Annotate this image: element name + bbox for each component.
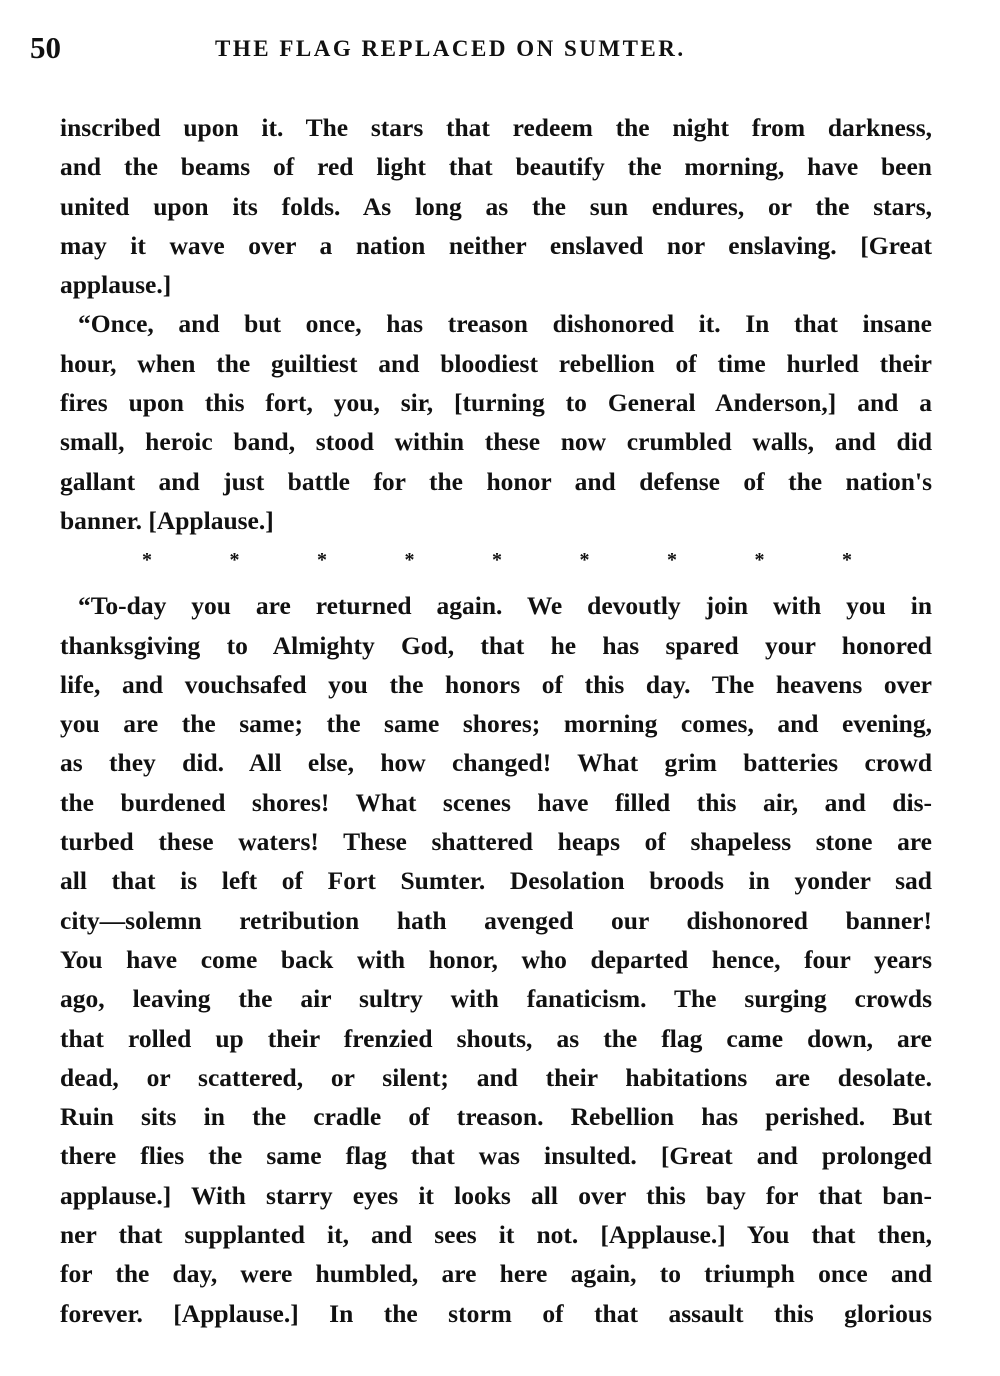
text-line: inscribed upon it. The stars that redeem the night from darkness, xyxy=(60,113,932,142)
text-line: united upon its folds. As long as the sun endures, or the stars, xyxy=(60,191,932,221)
text-line: ner that supplanted it, and sees it not. [Applause.] You that then, xyxy=(60,1220,932,1250)
text-line: turbed these waters! These shattered heaps of shapeless stone are xyxy=(60,827,932,857)
text-line: and the beams of red light that beautify the morning, have been xyxy=(60,152,932,182)
text-line: there flies the same flag that was insulted. [Great and prolonged xyxy=(60,1141,932,1171)
asterisk: * xyxy=(667,549,677,572)
text-line: the burdened shores! What scenes have filled this air, and dis- xyxy=(60,787,932,817)
text-line: “To-day you are returned again. We devoutly join with you in xyxy=(78,591,932,621)
text-line: life, and vouchsafed you the honors of this day. The heavens over xyxy=(60,669,932,699)
text-line: forever. [Applause.] In the storm of that assault this glorious xyxy=(60,1298,932,1328)
text-line: city—solemn retribution hath avenged our dishonored banner! xyxy=(60,905,932,935)
page-number: 50 xyxy=(30,30,61,65)
page-body xyxy=(60,108,932,1333)
text-line: thanksgiving to Almighty God, that he has spared your honored xyxy=(60,630,932,660)
text-line: all that is left of Fort Sumter. Desolation broods in yonder sad xyxy=(60,866,932,896)
running-title: THE FLAG REPLACED ON SUMTER. xyxy=(215,36,686,61)
text-line: hour, when the guiltiest and bloodiest rebellion of time hurled their xyxy=(60,348,932,378)
text-line: may it wave over a nation neither enslaved nor enslaving. [Great xyxy=(60,230,932,260)
asterisk: * xyxy=(142,549,152,572)
text-line: Ruin sits in the cradle of treason. Rebellion has perished. But xyxy=(60,1102,932,1132)
asterisk: * xyxy=(842,549,852,572)
text-line: small, heroic band, stood within these now crumbled walls, and did xyxy=(60,427,932,457)
text-line: applause.] xyxy=(60,270,172,300)
text-line: “Once, and but once, has treason dishonored it. In that insane xyxy=(78,309,932,339)
text-line: You have come back with honor, who departed hence, four years xyxy=(60,944,932,974)
asterisk: * xyxy=(754,549,765,572)
asterisk: * xyxy=(229,549,240,572)
text-line: that rolled up their frenzied shouts, as the flag came down, are xyxy=(60,1023,932,1053)
asterisk: * xyxy=(492,549,502,572)
asterisk: * xyxy=(317,549,327,572)
text-line: applause.] With starry eyes it looks all over this bay for that ban- xyxy=(60,1180,932,1210)
asterisk: * xyxy=(404,549,415,572)
section-separator xyxy=(60,540,932,586)
text-line: ago, leaving the air sultry with fanaticism. The surging crowds xyxy=(60,984,932,1014)
text-line: as they did. All else, how changed! What grim batteries crowd xyxy=(60,748,932,778)
text-line: you are the same; the same shores; morning comes, and evening, xyxy=(60,709,932,739)
text-line: fires upon this fort, you, sir, [turning to General Anderson,] and a xyxy=(60,388,932,418)
text-line: gallant and just battle for the honor and defense of the nation's xyxy=(60,466,932,496)
asterisk: * xyxy=(579,549,590,572)
text-line: dead, or scattered, or silent; and their habitations are desolate. xyxy=(60,1062,932,1092)
text-line: for the day, were humbled, are here again, to triumph once and xyxy=(60,1259,932,1289)
text-line: banner. [Applause.] xyxy=(60,505,274,535)
